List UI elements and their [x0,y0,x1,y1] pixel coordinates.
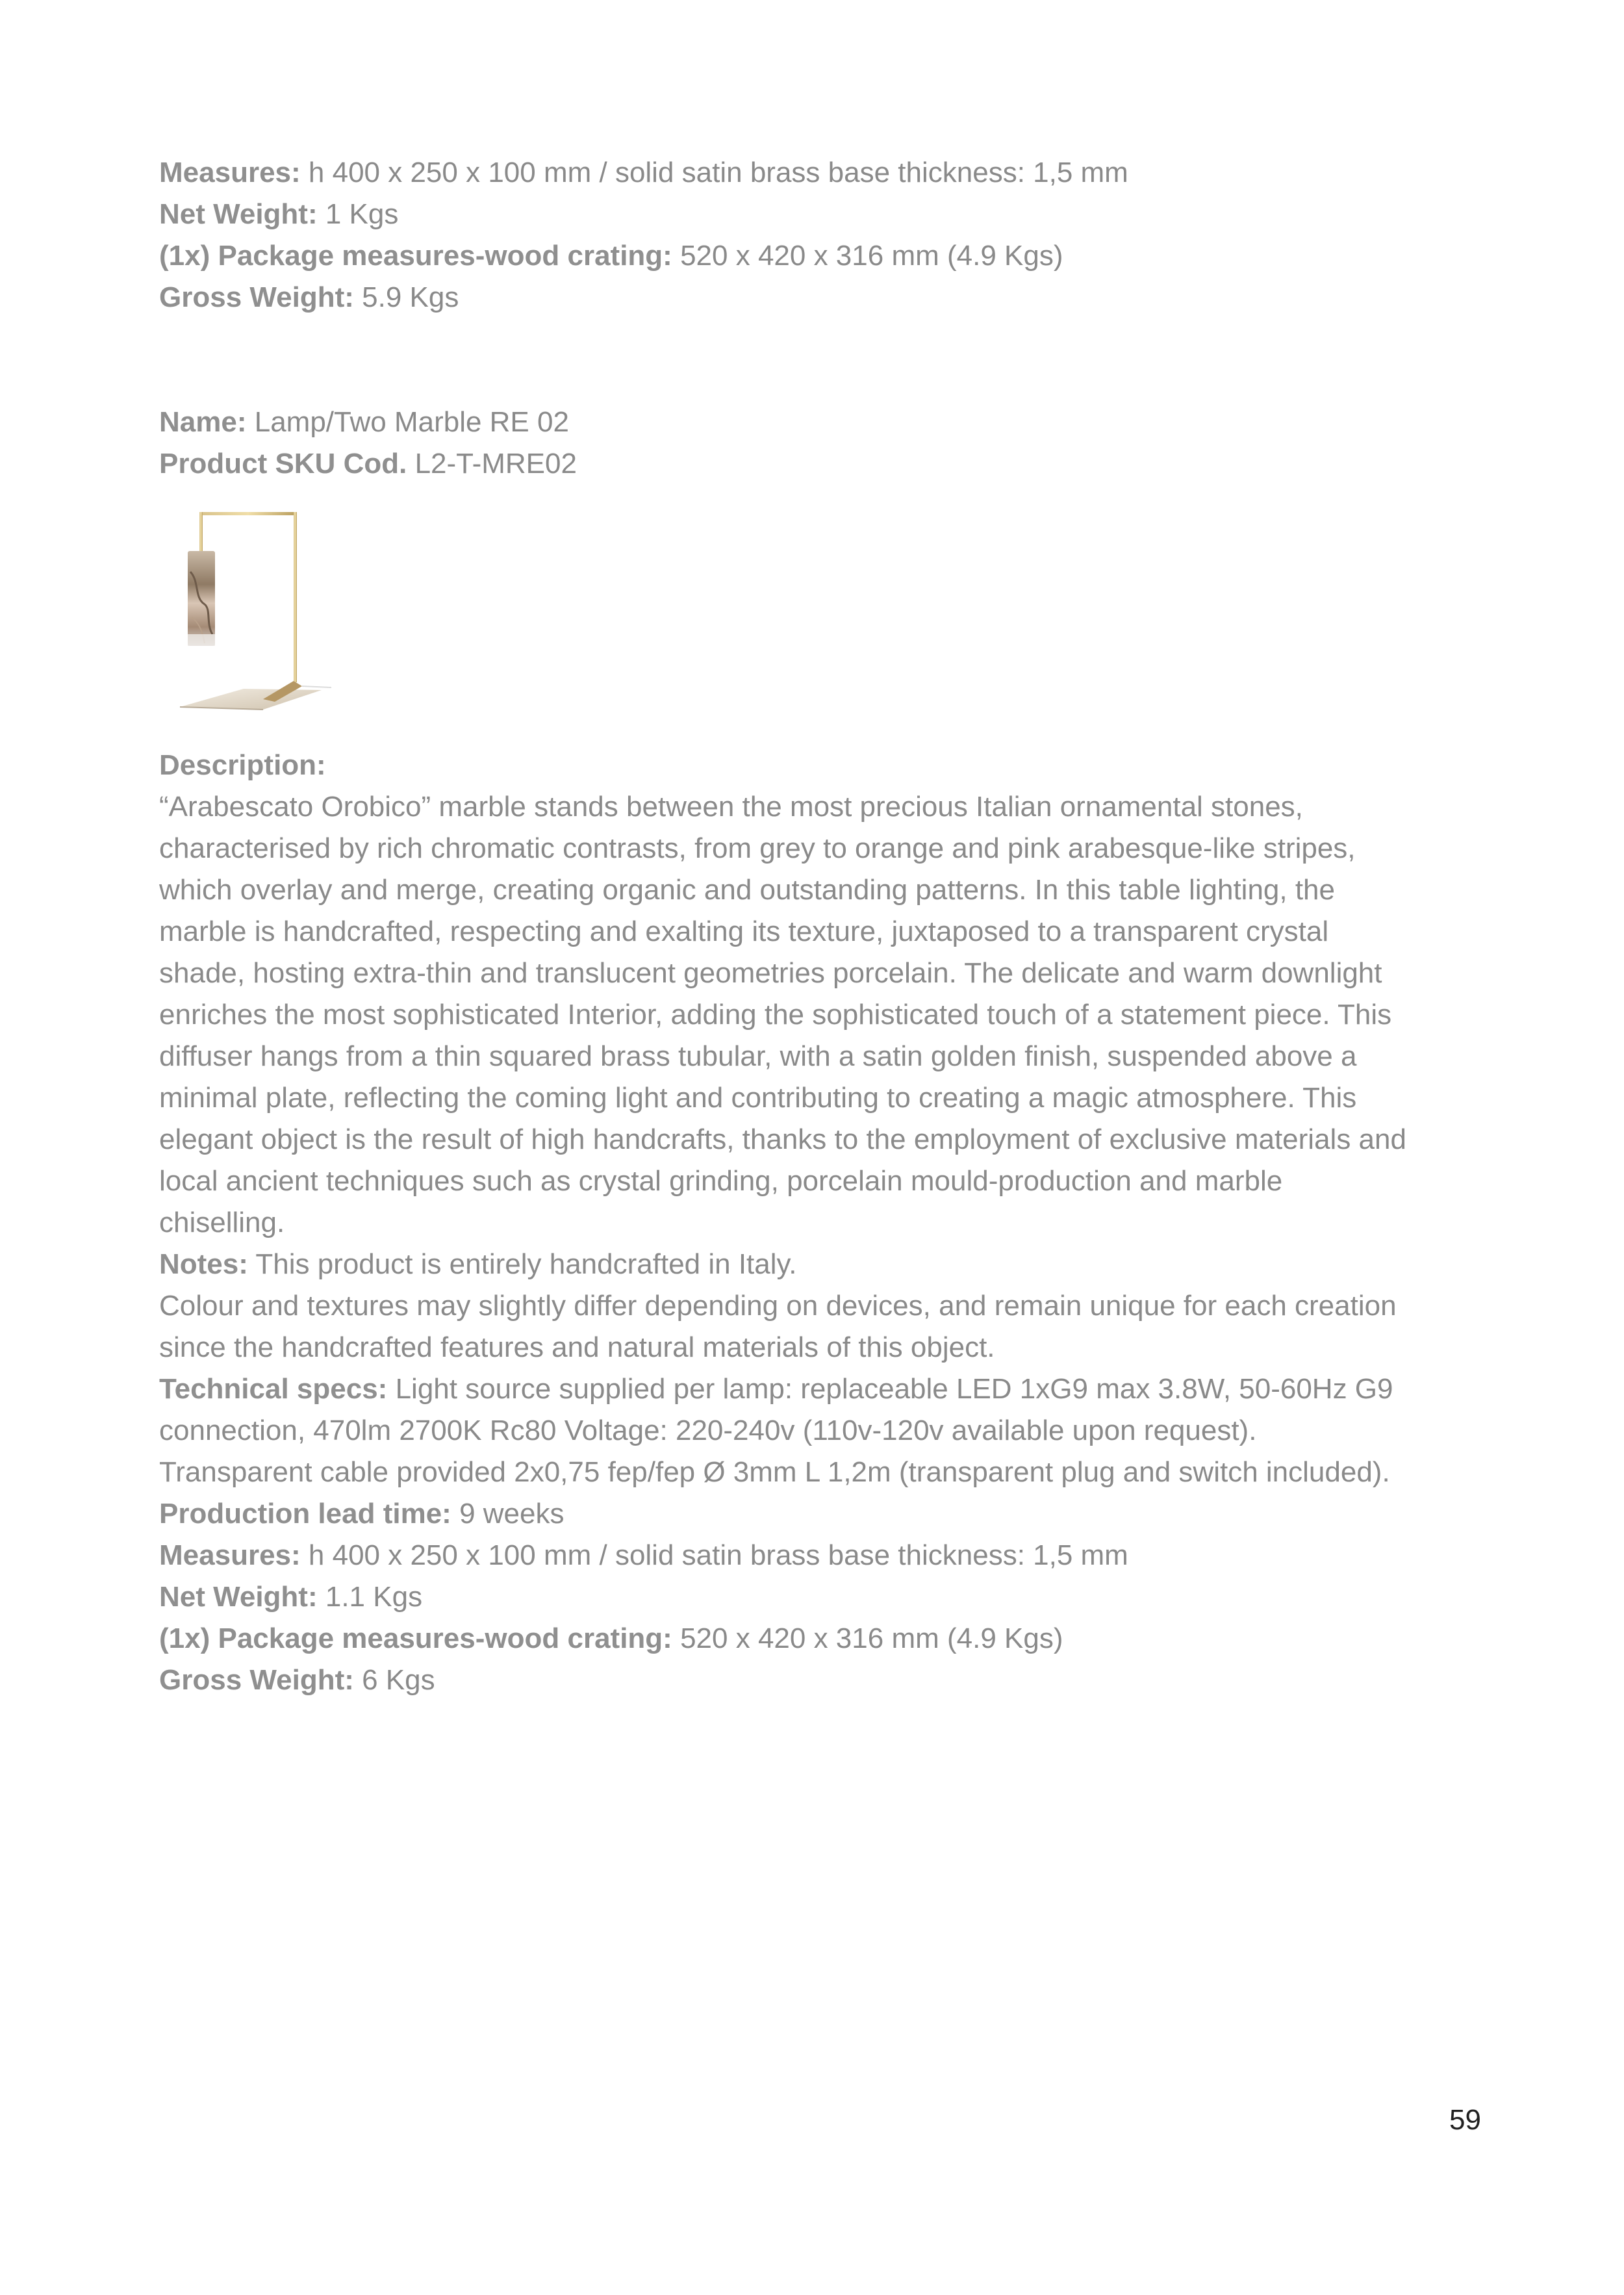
name-row [159,402,1491,443]
notes-line: since the handcrafted features and natural materials of this object. [159,1331,995,1363]
description-line: elegant object is the result of high handcrafts, thanks to the employment of exclusive materials and [159,1123,1406,1155]
tech-specs-line: Transparent cable provided 2x0,75 fep/fep Ø 3mm L 1,2m (transparent plug and switch included). [159,1456,1390,1488]
product-description-block [159,745,1491,1701]
description-line: which overlay and merge, creating organic and outstanding patterns. In this table lighting, the [159,874,1335,906]
sku-row [159,443,1491,485]
description-line: “Arabescato Orobico” marble stands between the most precious Italian ornamental stones, [159,791,1303,823]
tech-specs-row [159,1368,1491,1410]
notes-label: Notes: [159,1248,248,1280]
sku-label: Product SKU Cod. [159,448,407,480]
description-line: marble is handcrafted, respecting and exalting its texture, juxtaposed to a transparent crystal [159,916,1329,947]
description-line: diffuser hangs from a thin squared brass tubular, with a satin golden finish, suspended above a [159,1040,1357,1072]
package-row [159,1618,1491,1660]
package-label: (1x) Package measures-wood crating: [159,1622,672,1654]
name-value: Lamp/Two Marble RE 02 [254,406,569,438]
description-line: enriches the most sophisticated Interior, adding the sophisticated touch of a statement piece. This [159,999,1392,1031]
sku-value: L2-T-MRE02 [414,448,577,480]
description-line: shade, hosting extra-thin and translucent geometries porcelain. The delicate and warm downlight [159,957,1382,989]
tech-specs-label: Technical specs: [159,1373,388,1405]
net-weight-row [159,1576,1491,1618]
description-heading [159,745,1491,786]
lead-time-value: 9 weeks [459,1498,565,1530]
package-label: (1x) Package measures-wood crating: [159,240,672,272]
gross-weight-label: Gross Weight: [159,1664,354,1696]
description-line: local ancient techniques such as crystal grinding, porcelain mould-production and marble [159,1165,1283,1197]
name-label: Name: [159,406,247,438]
description-label: Description: [159,749,326,781]
product-header [159,402,1491,485]
measures-label: Measures: [159,1539,301,1571]
tech-specs-value: Light source supplied per lamp: replaceable LED 1xG9 max 3.8W, 50-60Hz G9 [395,1373,1393,1405]
net-weight-value: 1.1 Kgs [325,1581,423,1613]
tech-specs-line: connection, 470lm 2700K Rc80 Voltage: 220-240v (110v-120v available upon request). [159,1415,1257,1446]
net-weight-label: Net Weight: [159,198,318,230]
measures-value: h 400 x 250 x 100 mm / solid satin brass base thickness: 1,5 mm [308,1539,1128,1571]
net-weight-label: Net Weight: [159,1581,318,1613]
measures-value: h 400 x 250 x 100 mm / solid satin brass base thickness: 1,5 mm [308,157,1128,188]
net-weight-row [159,194,1491,235]
package-value: 520 x 420 x 316 mm (4.9 Kgs) [680,1622,1063,1654]
previous-item-specs [159,152,1491,318]
gross-weight-value: 6 Kgs [362,1664,435,1696]
gross-weight-row [159,277,1491,318]
package-row [159,235,1491,277]
table-lamp-icon [166,507,335,728]
notes-value: This product is entirely handcrafted in Italy. [255,1248,797,1280]
gross-weight-value: 5.9 Kgs [362,281,459,313]
measures-row [159,1535,1491,1576]
net-weight-value: 1 Kgs [325,198,399,230]
gross-weight-row [159,1660,1491,1701]
notes-line: Colour and textures may slightly differ depending on devices, and remain unique for each creation [159,1290,1397,1322]
description-line: chiselling. [159,1207,285,1238]
notes-row [159,1244,1491,1285]
description-line: minimal plate, reflecting the coming light and contributing to creating a magic atmosphere. This [159,1082,1357,1114]
measures-row [159,152,1491,194]
measures-label: Measures: [159,157,301,188]
lead-time-label: Production lead time: [159,1498,451,1530]
page-number: 59 [1449,2104,1481,2136]
description-line: characterised by rich chromatic contrasts, from grey to orange and pink arabesque-like stripes, [159,832,1356,864]
lead-time-row [159,1493,1491,1535]
package-value: 520 x 420 x 316 mm (4.9 Kgs) [680,240,1063,272]
gross-weight-label: Gross Weight: [159,281,354,313]
